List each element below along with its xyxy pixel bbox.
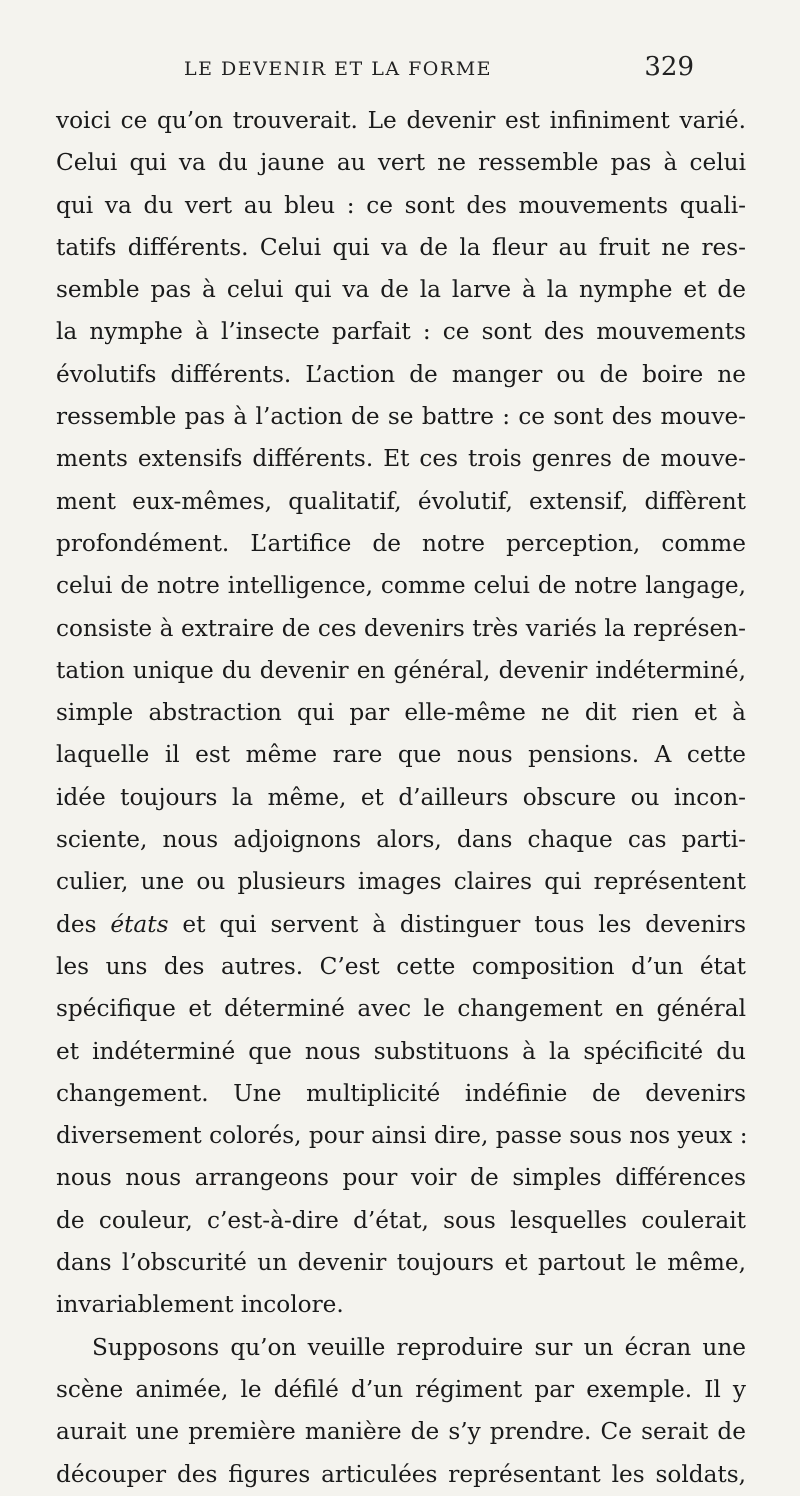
text-line: la nymphe à l’insecte parfait : ce sont des mouvements xyxy=(56,318,746,346)
text-line: scène animée, le défilé d’un régiment par exemple. Il y xyxy=(56,1375,746,1403)
text-line: de couleur, c’est-à-dire d’état, sous lesquelles coulerait xyxy=(56,1206,746,1234)
text-segment: et qui servent à distinguer tous les devenirs xyxy=(168,910,746,938)
text-line: laquelle il est même rare que nous pensions. A cette xyxy=(56,741,746,769)
text-line: ments extensifs différents. Et ces trois genres de mouve- xyxy=(56,445,746,473)
body-text xyxy=(56,100,746,1496)
page-number: 329 xyxy=(644,52,694,82)
running-head: LE DEVENIR ET LA FORME xyxy=(183,58,493,80)
text-line: sciente, nous adjoignons alors, dans chaque cas parti- xyxy=(56,826,746,854)
text-line: Supposons qu’on veuille reproduire sur un écran une xyxy=(92,1333,746,1361)
text-line: culier, une ou plusieurs images claires qui représentent xyxy=(56,868,746,896)
text-line: dans l’obscurité un devenir toujours et partout le même, xyxy=(56,1249,746,1277)
italic-term: états xyxy=(110,910,169,938)
text-line: Celui qui va du jaune au vert ne ressemble pas à celui xyxy=(56,149,746,177)
text-line: diversement colorés, pour ainsi dire, passe sous nos yeux : xyxy=(56,1122,748,1150)
text-line: évolutifs différents. L’action de manger ou de boire ne xyxy=(56,360,746,388)
text-line: nous nous arrangeons pour voir de simples différences xyxy=(56,1164,746,1192)
text-line: consiste à extraire de ces devenirs très variés la représen- xyxy=(56,614,746,642)
text-line: qui va du vert au bleu : ce sont des mouvements quali- xyxy=(56,191,746,219)
text-line: ressemble pas à l’action de se battre : ce sont des mouve- xyxy=(56,403,746,431)
text-line: invariablement incolore. xyxy=(56,1291,344,1319)
text-line: aurait une première manière de s’y prendre. Ce serait de xyxy=(56,1418,746,1446)
text-line: et indéterminé que nous substituons à la spécificité du xyxy=(56,1037,746,1065)
text-line: celui de notre intelligence, comme celui de notre langage, xyxy=(56,572,746,600)
text-line: changement. Une multiplicité indéfinie de devenirs xyxy=(56,1079,746,1107)
text-line: spécifique et déterminé avec le changement en général xyxy=(56,995,746,1023)
text-line: tation unique du devenir en général, devenir indéterminé, xyxy=(56,656,746,684)
text-line: voici ce qu’on trouverait. Le devenir est infiniment varié. xyxy=(56,107,746,134)
text-line: découper des figures articulées représentant les soldats, xyxy=(56,1460,746,1488)
text-line: idée toujours la même, et d’ailleurs obscure ou incon- xyxy=(56,783,746,811)
text-line: simple abstraction qui par elle-même ne dit rien et à xyxy=(56,699,746,727)
text-line: profondément. L’artifice de notre perception, comme xyxy=(56,529,746,557)
text-line-with-italic xyxy=(56,904,746,946)
text-segment: des xyxy=(56,910,111,938)
text-line: tatifs différents. Celui qui va de la fleur au fruit ne res- xyxy=(56,233,746,261)
text-line: semble pas à celui qui va de la larve à la nymphe et de xyxy=(56,276,746,304)
text-line: les uns des autres. C’est cette composition d’un état xyxy=(56,952,746,980)
text-line: ment eux-mêmes, qualitatif, évolutif, extensif, diffèrent xyxy=(56,487,746,515)
